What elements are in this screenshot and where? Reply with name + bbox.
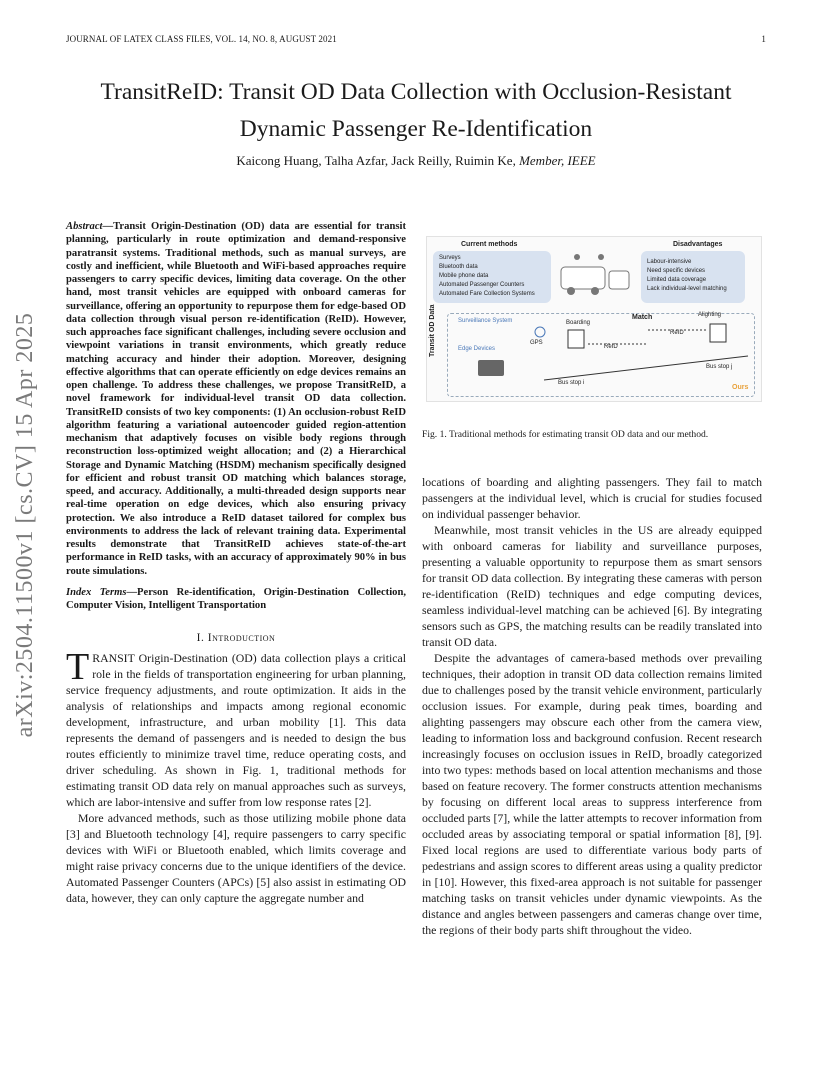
fig-disadvantage-item: Limited data coverage xyxy=(647,277,707,283)
fig-disadvantage-item: Labour-intensive xyxy=(647,259,692,265)
abstract-text: —Transit Origin-Destination (OD) data are essential for transit planning, particularly in route optimization and demand-responsive paratransit systems. Traditional methods, such as manual surveys, are costly and inefficient, while Bluetooth and WiFi-based approaches require passengers to carry specific devices, limiting data coverage. On the other hand, most transit vehicles are equipped with onboard cameras for surveillance, offering an opportunity to repurpose them for edge-based OD data collection through visual person re-identification (ReID). However, such approaches face significant challenges, including severe occlusion and viewpoint variations in transit environments, which greatly reduce matching accuracy and hinder their adoption. Moreover, designing effective algorithms that can operate efficiently on edge devices remains an open challenge. To address these challenges, we propose TransitReID, a novel framework for individual-level transit OD data collection. TransitReID consists of two key components: (1) An occlusion-robust ReID algorithm featuring a variational autoencoder guided region-attention mechanism that adaptively focuses on visible body regions through reconstruction loss-optimized weight allocation; and (2) a Hierarchical Storage and Dynamic Matching (HSDM) mechanism specifically designed for efficient and robust transit OD matching which balances storage, speed, and accuracy. Additionally, a multi-threaded design supports near real-time operation on edge devices, which also ensuring privacy protection. We also introduce a ReID dataset tailored for complex bus environments to address the lack of relevant training data. Experimental results demonstrate that TransitReID achieves state-of-the-art performance in ReID tasks, with an accuracy of approximately 90% in bus route simulations. xyxy=(66,221,406,577)
journal-name: JOURNAL OF LATEX CLASS FILES, VOL. 14, NO. 8, AUGUST 2021 xyxy=(66,34,337,44)
fig-disadvantage-item: Need specific devices xyxy=(647,268,706,274)
fig-match-label: Match xyxy=(632,314,653,321)
fig-edge-label: Edge Devices xyxy=(458,346,496,352)
fig-ours-drawing xyxy=(448,314,754,396)
intro-paragraph-1 xyxy=(66,646,406,810)
drop-cap: T xyxy=(66,646,90,689)
fig-method-item: Mobile phone data xyxy=(439,273,489,279)
fig-bus-icons xyxy=(557,251,637,303)
gps-icon xyxy=(535,327,545,337)
arxiv-sidebar-stamp: arXiv:2504.11500v1 [cs.CV] 15 Apr 2025 xyxy=(12,312,38,738)
boarding-person-icon xyxy=(568,330,584,348)
author-line xyxy=(66,153,766,169)
fig-ours-label: Ours xyxy=(732,384,749,391)
figure-1 xyxy=(426,236,762,402)
fig-surveillance-label: Surveillance System xyxy=(458,318,513,324)
wheel-icon xyxy=(591,287,599,295)
fig-boarding-label: Boarding xyxy=(566,320,591,326)
fig-stop-i-label: Bus stop i xyxy=(558,380,585,386)
author-membership: Member, IEEE xyxy=(519,153,596,168)
page-number: 1 xyxy=(761,34,766,44)
abstract-label: Abstract xyxy=(66,221,103,232)
index-terms-text: —Person Re-identification, Origin-Destination Collection, Computer Vision, Intelligent Transportation xyxy=(66,586,406,611)
figure-caption: Fig. 1. Traditional methods for estimating transit OD data and our method. xyxy=(422,429,709,440)
fig-reid-label: ReID xyxy=(604,344,618,350)
route-line xyxy=(544,356,748,380)
fig-current-methods-box xyxy=(433,251,551,303)
fig-ours-box xyxy=(447,313,755,397)
right-column xyxy=(422,474,762,938)
paper-title: TransitReID: Transit OD Data Collection with Occlusion-Resistant Dynamic Passenger Re-Identification xyxy=(100,79,732,142)
fig-stop-j-label: Bus stop j xyxy=(706,364,733,370)
fig-side-label: Transit OD Data xyxy=(429,304,436,357)
section-numeral: I. xyxy=(196,632,208,645)
fig-reid-label: ReID xyxy=(670,330,684,336)
index-terms xyxy=(66,586,406,613)
fig-disadvantage-item: Lack individual-level matching xyxy=(647,286,727,292)
intro-right-paragraph-0: locations of boarding and alighting passengers. They fail to match passengers at the individual level, which is crucial for studies focused on individual passenger behavior. xyxy=(422,475,762,521)
fig-method-item: Bluetooth data xyxy=(439,264,478,270)
fig-alighting-label: Alighting xyxy=(698,312,722,318)
person-icon xyxy=(598,254,604,260)
fig-method-item: Surveys xyxy=(439,255,461,261)
index-terms-label: Index Terms xyxy=(66,586,127,598)
author-names: Kaicong Huang, Talha Azfar, Jack Reilly, Ruimin Ke, xyxy=(236,153,516,168)
bus-icon xyxy=(561,267,605,289)
wheel-icon xyxy=(567,287,575,295)
fig-disadvantages-box xyxy=(641,251,745,303)
person-icon xyxy=(574,254,580,260)
intro-right-paragraph-2: Despite the advantages of camera-based methods over prevailing techniques, their adoption in transit OD data collection remains limited due to challenges posed by the transit vehicle environment, particularly occlusion issues. For example, during peak times, boarding and alighting passengers may obscure each other from the camera view, leading to information loss and background confusion. Recent research increasingly focuses on occlusion issues in ReID, broadly categorized into two types: methods based on local attention mechanisms and those based on feature recovery. The former constructs attention mechanisms by focusing on different local areas to suppress interference from occluded parts [7], while the latter attempts to recover information from occluded areas by associating temporal or spatial information [8], [9]. Fixed local regions are used to differentiate various body parts of pedestrians and assign scores to different areas using a quality predictor in [10]. However, this fixed-area approach is not suitable for passenger matching tasks on transit vehicles under dynamic viewpoints. As the distance and angles between passengers and cameras change over time, the regions of their body parts shift throughout the video. xyxy=(422,651,762,937)
abstract xyxy=(66,220,406,578)
fig-method-item: Automated Fare Collection Systems xyxy=(439,291,535,297)
fig-disadvantages-title: Disadvantages xyxy=(673,241,723,248)
fig-current-methods-title: Current methods xyxy=(461,241,518,248)
alighting-person-icon xyxy=(710,324,726,342)
section-heading xyxy=(66,632,406,644)
intro-paragraph-2: More advanced methods, such as those utilizing mobile phone data [3] and Bluetooth technology [4], require passengers to carry specific devices with WiFi or Bluetooth enabled, which limits coverage and might raise privacy concerns due to the unique identifiers of the device. Automated Passenger Counters (APCs) [5] also assist in estimating OD data, however, they can only capture the aggregate number and xyxy=(66,811,406,906)
intro-right-paragraph-1: Meanwhile, most transit vehicles in the US are already equipped with onboard cameras for liability and surveillance purposes, presenting a valuable opportunity to repurpose them as smart sensors for transit OD data collection. By integrating these cameras with person re-identification (ReID) techniques and edge computing devices, seamless individual-level matching can be achieved [6]. By integrating sensors such as GPS, the matching results can be readily translated into transit OD data. xyxy=(422,523,762,649)
intro-paragraph-1-text: RANSIT Origin-Destination (OD) data collection plays a critical role in the fields of transportation engineering for urban planning, service frequency adjustments, and route optimization. It aids in the analysis of relationships and impacts among regional economic development, infrastructure, and urban mobility [1]. This data represents the demand of passengers and is needed to design the bus routes efficiently to minimize travel time, reduce operating costs, and driver scheduling. As shown in Fig. 1, traditional methods for estimating transit OD data rely on manual approaches such as surveys, which are labor-intensive and suffer from low response rates [2]. xyxy=(66,651,406,810)
left-column xyxy=(66,220,406,906)
running-header xyxy=(66,34,766,44)
fig-gps-label: GPS xyxy=(530,340,543,346)
section-title: Introduction xyxy=(207,632,276,645)
fig-method-item: Automated Passenger Counters xyxy=(439,282,525,288)
device-icon xyxy=(609,271,629,289)
edge-device-icon xyxy=(478,360,504,376)
